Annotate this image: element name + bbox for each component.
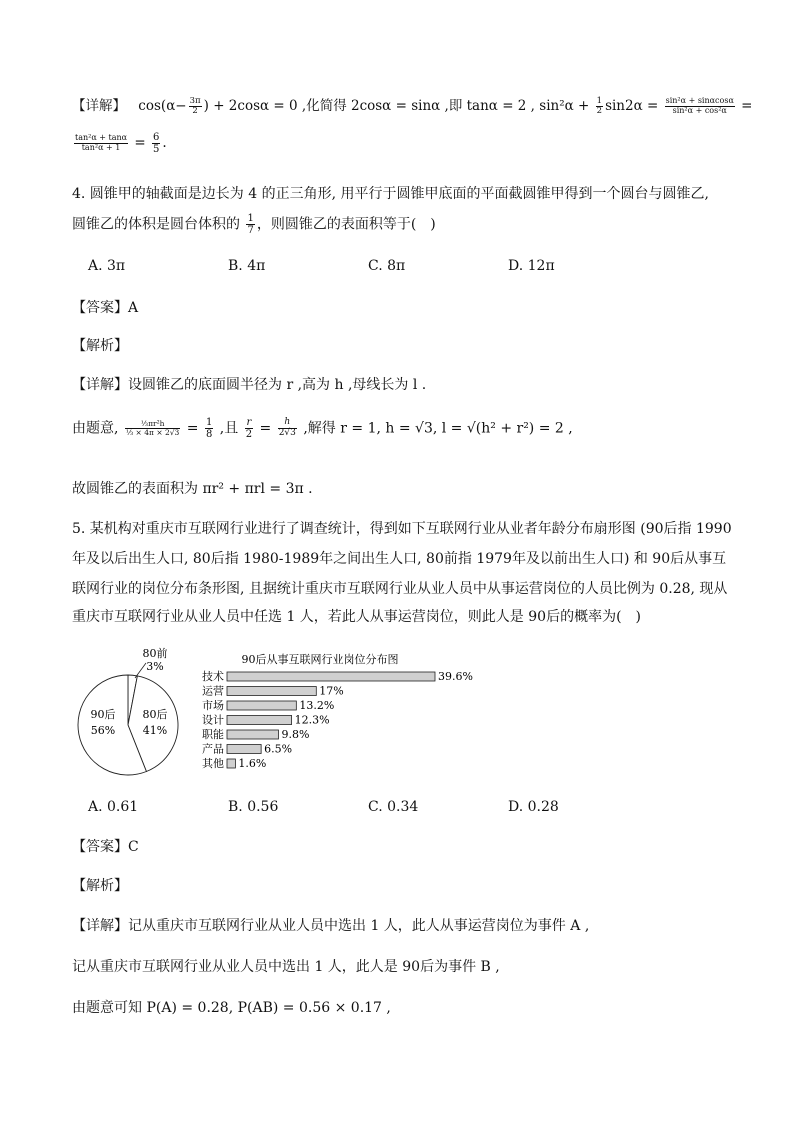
- q5-stem-line1: 5. 某机构对重庆市互联网行业进行了调查统计，得到如下互联网行业从业者年龄分布扇形图 (90后指 1990: [72, 521, 732, 537]
- pie-value-1: 3%: [146, 660, 164, 673]
- frac-volume-ratio: [125, 420, 180, 438]
- frac-num: h: [278, 418, 297, 429]
- bar-2: [227, 687, 316, 696]
- frac-num: 3π: [189, 95, 201, 106]
- bar-value-label: 12.3%: [294, 713, 330, 727]
- q5-option-b: B. 0.56: [228, 799, 279, 815]
- bar-value-label: 1.6%: [238, 757, 267, 770]
- q5-answer: 【答案】C: [72, 839, 139, 855]
- q4-conclusion: 故圆锥乙的表面积为 πr² + πrl = 3π .: [72, 481, 313, 497]
- eq-text: sin2α =: [605, 98, 663, 114]
- bar-category-label: 市场: [202, 699, 224, 712]
- q5-stem-line4: 重庆市互联网行业从业人员中任选 1 人，若此人从事运营岗位，则此人是 90后的概率为( ): [72, 609, 641, 625]
- bar-category-label: 设计: [202, 713, 224, 727]
- q5-option-d: D. 0.28: [508, 799, 559, 815]
- bar-7: [227, 759, 235, 768]
- bar-1: [227, 672, 435, 681]
- q4-equation: [72, 417, 573, 440]
- bar-5: [227, 730, 278, 739]
- q4-stem-text: 圆锥乙的体积是圆台体积的: [72, 216, 245, 233]
- frac-den: 2: [192, 106, 198, 116]
- frac-num: tan²α + tanα: [75, 133, 128, 143]
- q5-detail-1: 【详解】记从重庆市互联网行业从业人员中选出 1 人，此人从事运营岗位为事件 A ,: [72, 918, 590, 934]
- pie-value-3: 56%: [90, 724, 116, 737]
- eq-text: 由题意,: [72, 420, 123, 437]
- bar-chart-title: 90后从事互联网行业岗位分布图: [241, 653, 399, 666]
- q4-option-c: C. 8π: [368, 258, 406, 274]
- pie-leader-line: [135, 663, 146, 678]
- bar-category-label: 其他: [202, 757, 224, 770]
- frac-den: 2: [596, 106, 603, 116]
- eq-text: ,且: [215, 420, 243, 437]
- q4-option-a: A. 3π: [88, 258, 126, 274]
- frac-result: [152, 132, 160, 155]
- paren-close: ): [203, 98, 209, 114]
- frac-den: tan²α + 1: [81, 143, 121, 152]
- bar-category-label: 职能: [202, 728, 224, 741]
- q4-detail: 【详解】设圆锥乙的底面圆半径为 r ,高为 h ,母线长为 l .: [72, 377, 427, 393]
- detail-tag: 【详解】: [72, 98, 126, 114]
- p3-detail-line1: [72, 94, 752, 116]
- frac-den: 5: [152, 144, 160, 155]
- pie-label-2: 80后: [142, 708, 168, 721]
- eq-text: =: [255, 420, 276, 437]
- pie-value-2: 41%: [142, 724, 168, 737]
- bar-category-label: 产品: [202, 742, 224, 756]
- bar-value-label: 13.2%: [299, 699, 335, 712]
- frac-num: ⅓πr²h: [125, 420, 180, 429]
- pie-label-3: 90后: [90, 708, 116, 721]
- frac-den: sin²α + cos²α: [672, 106, 727, 115]
- eq-text: =: [130, 135, 150, 151]
- eq-text: ,解得 r = 1, h = √3, l = √(h² + r²) = 2 ,: [298, 420, 573, 437]
- eq-text: .: [162, 135, 167, 151]
- q4-answer: 【答案】A: [72, 300, 139, 316]
- age-pie-chart: [78, 646, 178, 775]
- q5-detail-2: 记从重庆市互联网行业从业人员中选出 1 人，此人是 90后为事件 B ,: [72, 959, 500, 975]
- bar-value-label: 39.6%: [438, 670, 473, 683]
- frac-den: ⅓ × 4π × 2√3: [125, 428, 180, 437]
- frac-den: 2√3: [278, 428, 296, 438]
- frac-one-seventh: [246, 213, 254, 236]
- q5-stem-line3: 联网行业的岗位分布条形图, 且据统计重庆市互联网行业从业人员中从事运营岗位的人员比例为 0.28, 现从: [72, 581, 728, 597]
- frac-num: 1: [247, 213, 254, 224]
- bar-value-label: 17%: [319, 684, 344, 698]
- frac-num: 6: [152, 132, 160, 143]
- pie-label-1: 80前: [142, 647, 168, 660]
- frac-den: 2: [245, 429, 253, 440]
- frac-num: r: [246, 417, 252, 428]
- bar-category-label: 运营: [202, 684, 224, 698]
- q5-stem-line2: 年及以后出生人口, 80后指 1980-1989年之间出生人口, 80前指 1979年及以前出生人口) 和 90后从事互: [72, 551, 727, 567]
- frac-num: 1: [205, 417, 213, 428]
- q4-analysis: 【解析】: [72, 338, 128, 354]
- eq-text: =: [736, 98, 753, 114]
- q5-analysis: 【解析】: [72, 878, 128, 894]
- frac-num: 1: [596, 95, 603, 106]
- p3-detail-line2: [72, 132, 167, 155]
- q5-charts-svg: [75, 645, 505, 780]
- eq-text: =: [182, 420, 203, 437]
- frac-den: 7: [247, 225, 254, 236]
- q4-stem-line1: 4. 圆锥甲的轴截面是边长为 4 的正三角形, 用平行于圆锥甲底面的平面截圆锥甲得到一个圆台与圆锥乙,: [72, 186, 709, 202]
- q5-option-c: C. 0.34: [368, 799, 419, 815]
- bar-value-label: 6.5%: [264, 742, 293, 756]
- q4-stem-line2: [72, 213, 436, 236]
- job-bar-chart: [202, 652, 473, 770]
- cos-token: cos: [138, 98, 161, 114]
- eq-text: + 2cosα = 0 ,化简得 2cosα = sinα ,即 tanα = 2 , sin²α +: [208, 98, 594, 114]
- bar-3: [227, 701, 296, 710]
- bar-6: [227, 745, 261, 754]
- frac-r-2: [245, 417, 253, 440]
- frac-one-eighth: [205, 417, 213, 440]
- frac-h-2sqrt3: [278, 418, 297, 439]
- bar-4: [227, 716, 292, 725]
- q4-stem-text: ，则圆锥乙的表面积等于( ): [256, 216, 436, 233]
- frac-den: 8: [205, 429, 213, 440]
- q5-detail-3: 由题意可知 P(A) = 0.28, P(AB) = 0.56 × 0.17 ,: [72, 1000, 391, 1016]
- q4-option-b: B. 4π: [228, 258, 266, 274]
- q5-figure: [75, 645, 505, 780]
- frac-big: [665, 97, 735, 116]
- q4-option-d: D. 12π: [508, 258, 555, 274]
- bar-value-label: 9.8%: [281, 728, 310, 741]
- frac-num: sin²α + sinαcosα: [665, 96, 734, 106]
- frac-tan: [74, 134, 128, 153]
- q5-option-a: A. 0.61: [88, 799, 139, 815]
- bar-category-label: 技术: [202, 670, 224, 683]
- frac-3pi-2: [189, 97, 202, 117]
- paren-open: (α−: [160, 98, 187, 114]
- frac-half: [596, 97, 603, 117]
